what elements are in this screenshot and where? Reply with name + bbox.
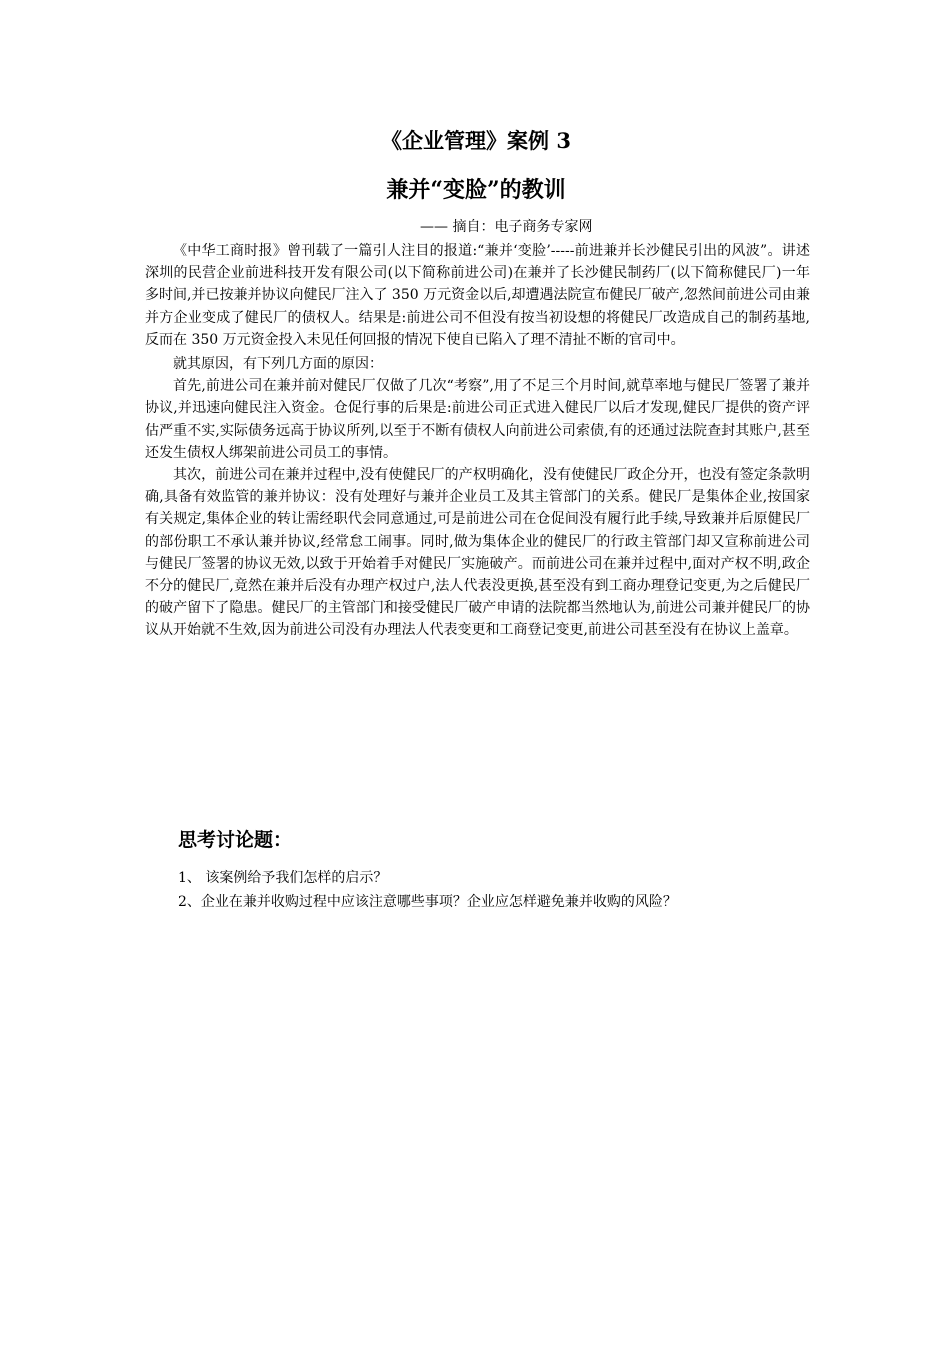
discussion-heading: 思考讨论题：: [178, 829, 293, 851]
paragraph-first-reason: 首先,前进公司在兼并前对健民厂仅做了几次“考察”,用了不足三个月时间,就草率地与健民厂签署了兼并协议,并迅速向健民注入资金。仓促行事的后果是:前进公司正式进入健民厂以后才发现,健民厂提供的资产评估严重不实,实际债务远高于协议所列,以至于不断有债权人向前进公司索债,有的还通过法院查封其账户,甚至还发生债权人绑架前进公司员工的事情。: [145, 378, 810, 461]
paragraph-reasons-lead: 就其原因，有下列几方面的原因：: [173, 356, 383, 373]
source-attribution: —— 摘自：电子商务专家网: [420, 219, 593, 235]
discussion-question: 2、企业在兼并收购过程中应该注意哪些事项？企业应怎样避免兼并收购的风险？: [178, 894, 677, 910]
paragraph-second-reason: 其次，前进公司在兼并过程中,没有使健民厂的产权明确化，没有使健民厂政企分开，也没有签定条款明确,具备有效监管的兼并协议：没有处理好与兼并企业员工及其主管部门的关系。健民厂是集体企业,按国家有关规定,集体企业的转让需经职代会同意通过,可是前进公司在仓促间没有履行此手续,导致兼并后原健民厂的部份职工不承认兼并协议,经常怠工闹事。同时,做为集体企业的健民厂的行政主管部门却又宣称前进公司与健民厂签署的协议无效,以致于开始着手对健民厂实施破产。而前进公司在兼并过程中,面对产权不明,政企不分的健民厂,竟然在兼并后没有办理产权过户,法人代表没更换,甚至没有到工商办理登记变更,为之后健民厂的破产留下了隐患。健民厂的主管部门和接受健民厂破产申请的法院都当然地认为,前进公司兼并健民厂的协议从开始就不生效,因为前进公司没有办理法人代表变更和工商登记变更,前进公司甚至没有在协议上盖章。: [145, 467, 810, 639]
paragraph-intro: 《中华工商时报》曾刊载了一篇引人注目的报道:“兼并‘变脸’-----前进兼并长沙健民引出的风波”。讲述深圳的民营企业前进科技开发有限公司(以下简称前进公司)在兼并了长沙健民制药厂(以下简称健民厂)一年多时间,并已按兼并协议向健民厂注入了 350 万元资金以后,却遭遇法院宣布健民厂破产,忽然间前进公司由兼并方企业变成了健民厂的债权人。结果是:前进公司不但没有按当初设想的将健民厂改造成自己的制药基地,反而在 350 万元资金投入未见任何回报的情况下使自已陷入了理不清扯不断的官司中。: [145, 243, 810, 348]
discussion-question: 1、 该案例给予我们怎样的启示？: [178, 870, 388, 886]
case-body: [145, 240, 810, 642]
discussion-questions: [178, 866, 818, 914]
document-subtitle: 兼并“变脸”的教训: [386, 177, 566, 203]
document-title: 《企业管理》案例 3: [381, 128, 571, 153]
